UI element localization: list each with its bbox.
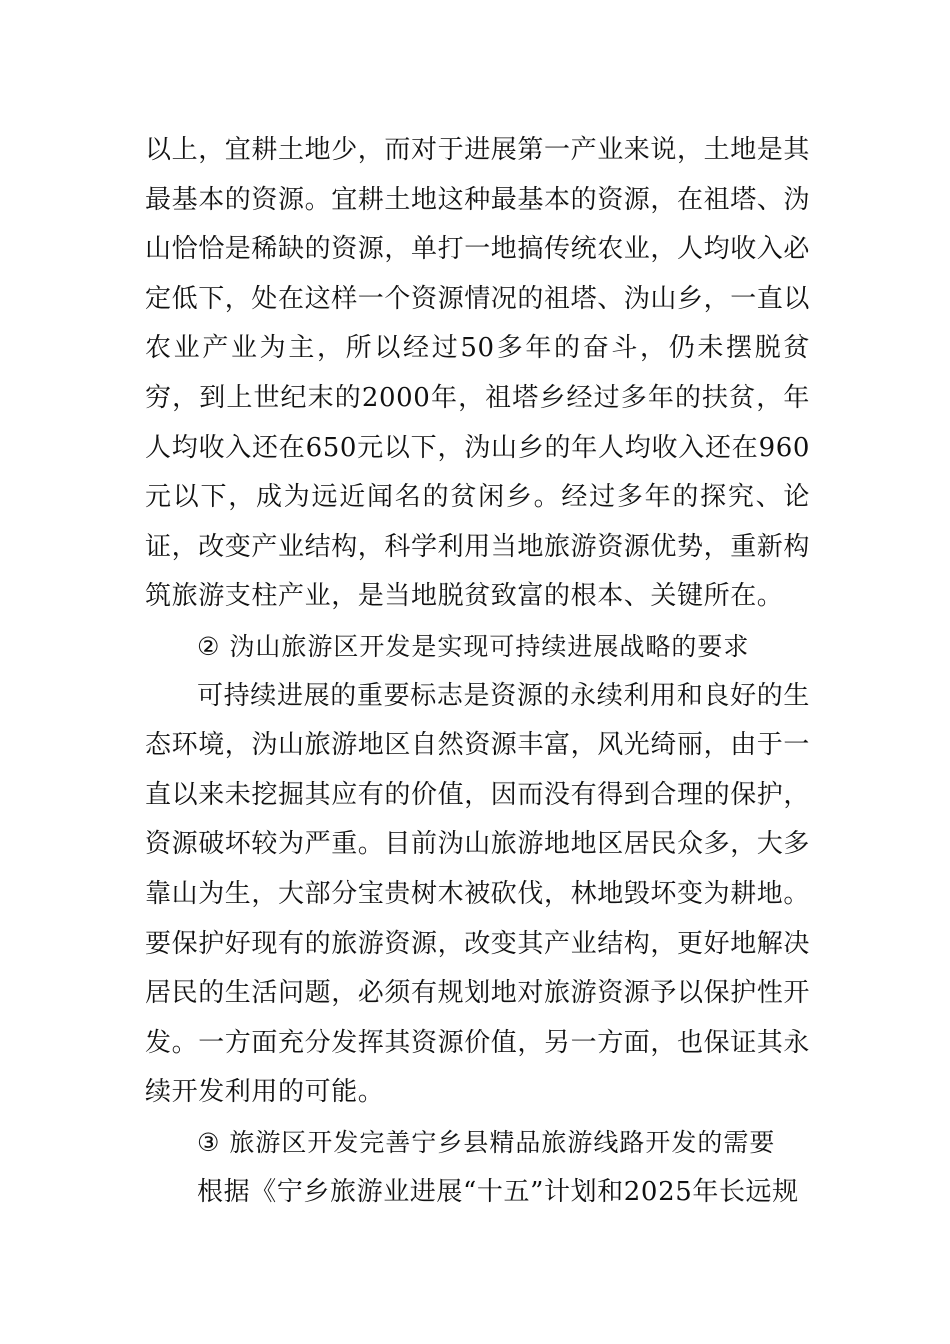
body-paragraph-3: 根据《宁乡旅游业进展“十五”计划和2025年长远规 bbox=[197, 1176, 799, 1207]
section-heading-2: ② 沩山旅游区开发是实现可持续进展战略的要求 bbox=[197, 632, 750, 661]
section-heading-3: ③ 旅游区开发完善宁乡县精品旅游线路开发的需要 bbox=[197, 1128, 776, 1157]
text-section-2 bbox=[145, 622, 810, 1118]
body-paragraph-2: 可持续进展的重要标志是资源的永续利用和良好的生态环境，沩山旅游地区自然资源丰富，风光绮丽，由于一直以来未挖掘其应有的价值，因而没有得到合理的保护，资源破坏较为严重。目前沩山旅游地地区居民众多，大多靠山为生，大部分宝贵树木被砍伐，林地毁坏变为耕地。要保护好现有的旅游资源，改变其产业结构，更好地解决居民的生活问题，必须有规划地对旅游资源予以保护性开发。一方面充分发挥其资源价值，另一方面，也保证其永续开发利用的可能。 bbox=[145, 680, 811, 1108]
text-section-1 bbox=[145, 126, 810, 622]
text-section-3 bbox=[145, 1118, 810, 1217]
body-paragraph-1: 以上，宜耕土地少，而对于进展第一产业来说，土地是其最基本的资源。宜耕土地这种最基本的资源，在祖塔、沩山恰恰是稀缺的资源，单打一地搞传统农业，人均收入必定低下，处在这样一个资源情况的祖塔、沩山乡，一直以农业产业为主，所以经过50多年的奋斗，仍未摆脱贫穷，到上世纪末的2000年，祖塔乡经过多年的扶贫，年人均收入还在650元以下，沩山乡的年人均收入还在960元以下，成为远近闻名的贫闲乡。经过多年的探究、论证，改变产业结构，科学利用当地旅游资源优势，重新构筑旅游支柱产业，是当地脱贫致富的根本、关键所在。 bbox=[145, 135, 811, 612]
